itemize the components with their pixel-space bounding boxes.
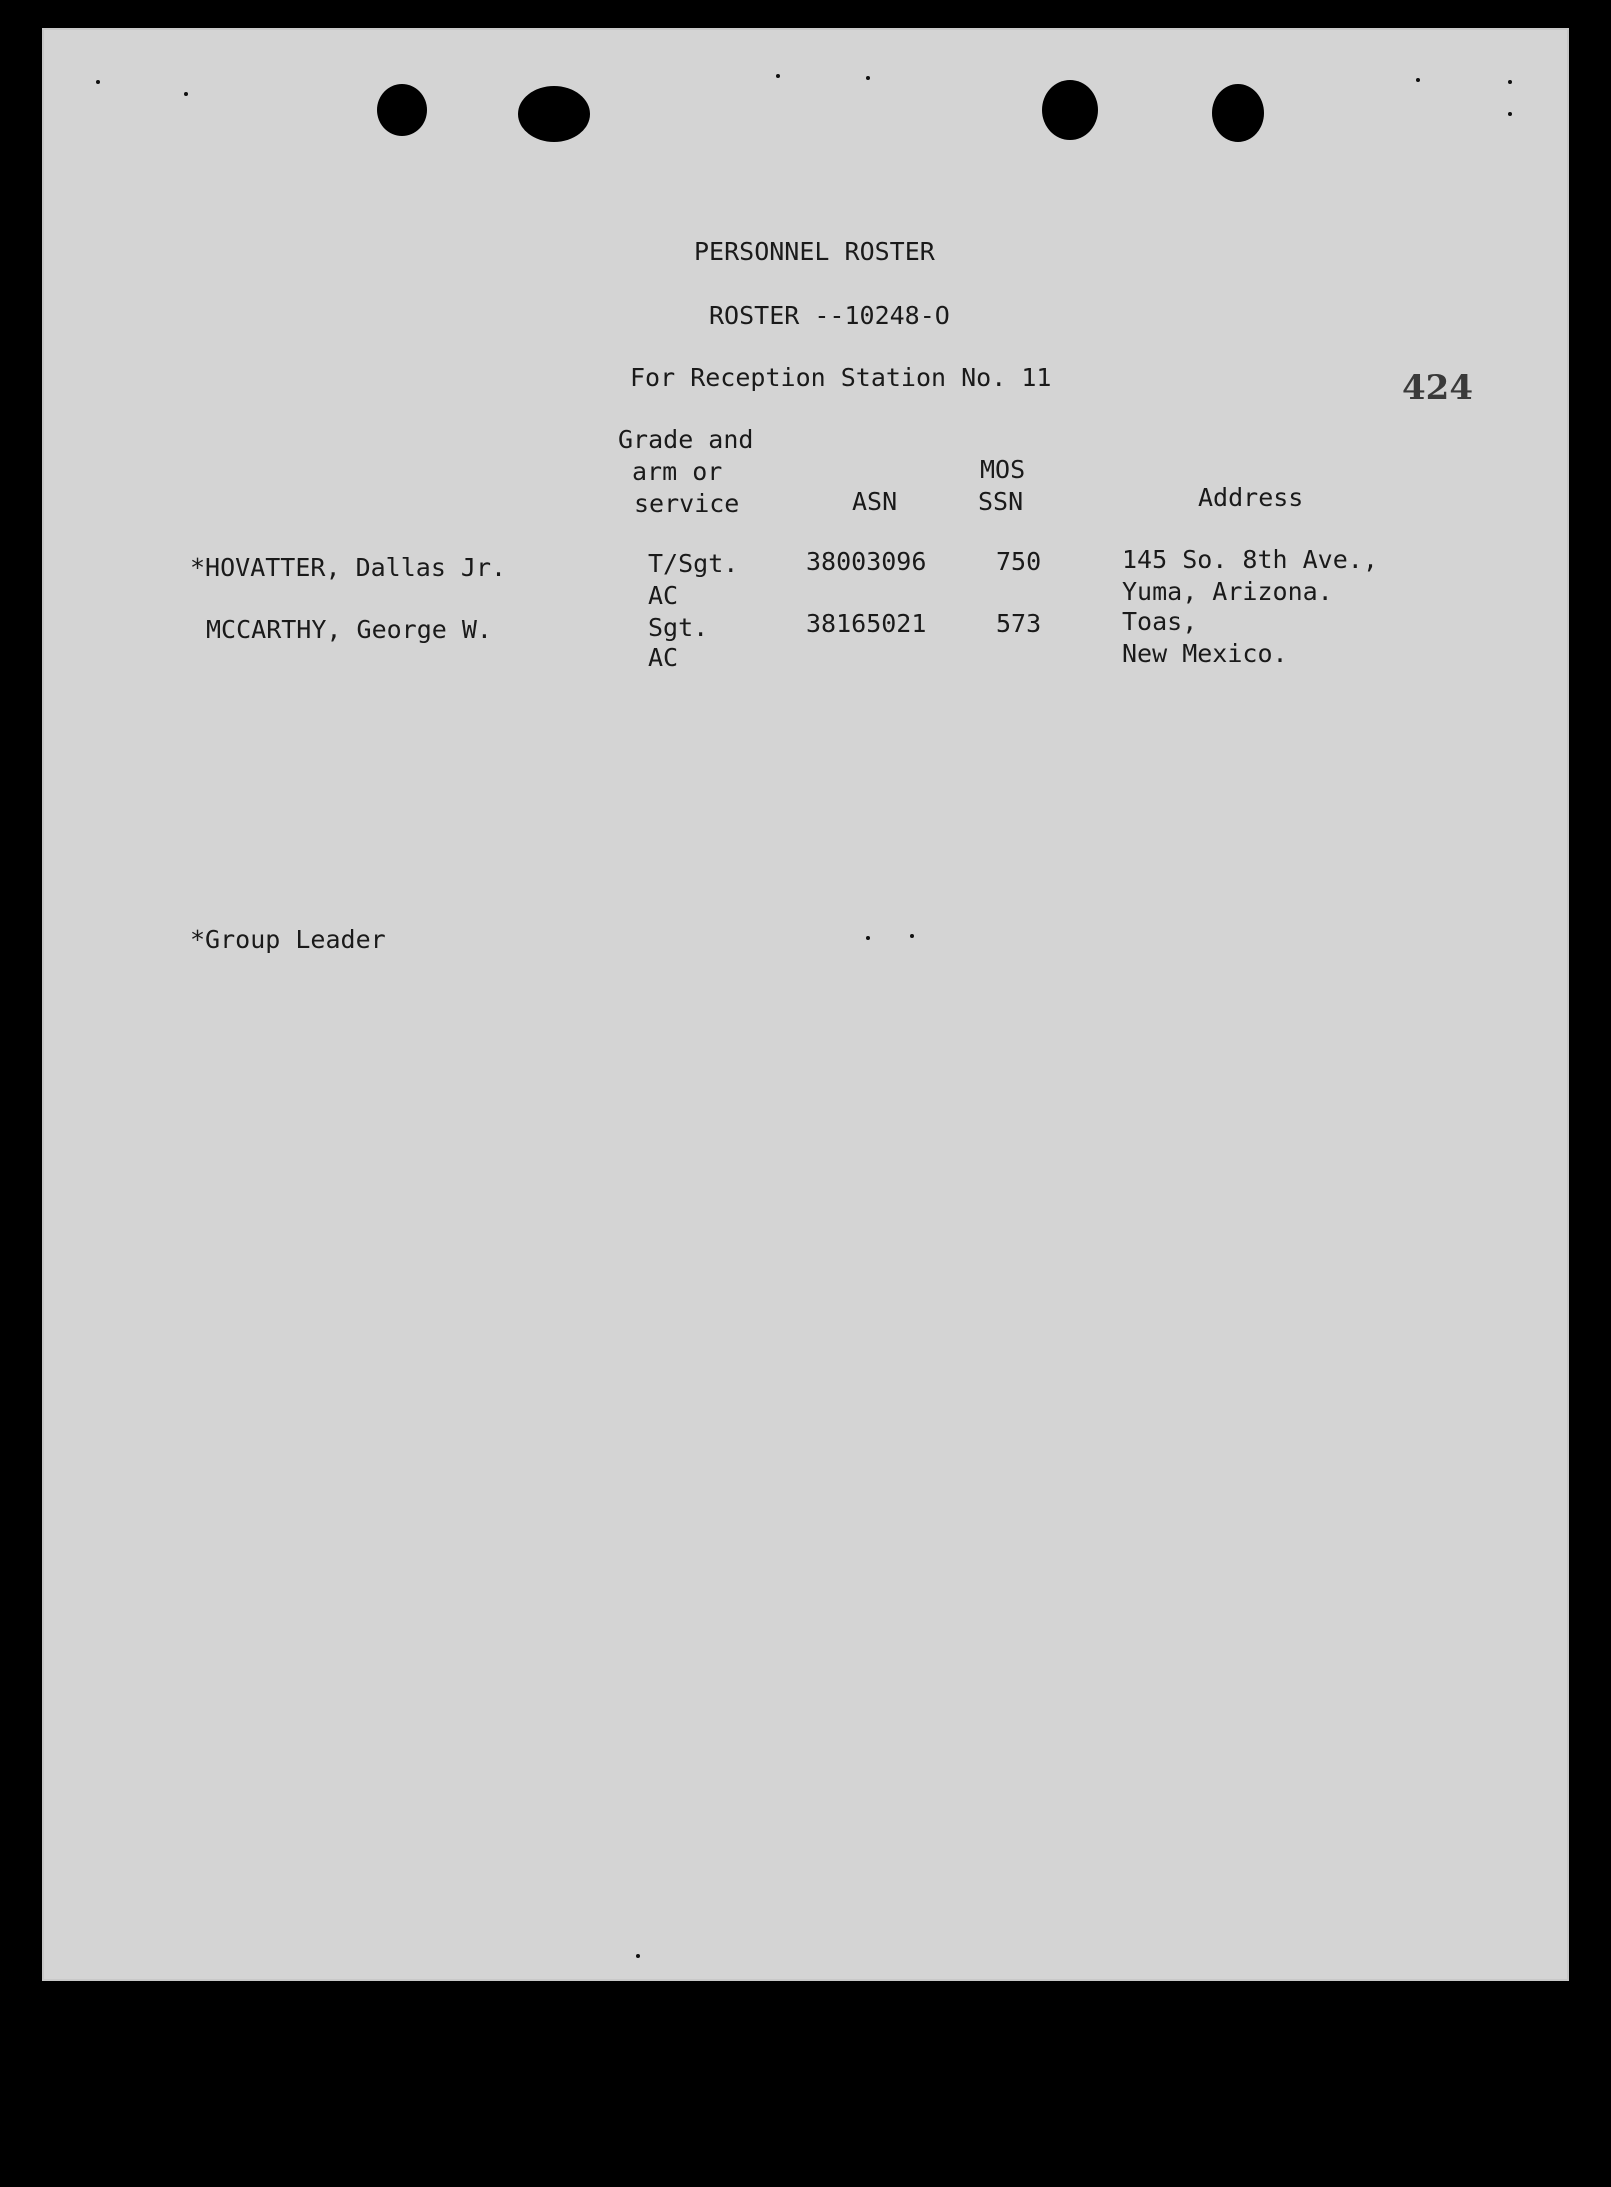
speck [910, 934, 914, 938]
speck [776, 74, 780, 78]
header-grade-line2: arm or [632, 457, 723, 486]
speck [1508, 112, 1512, 116]
row-2-mos: 573 [996, 609, 1042, 638]
punch-hole [1042, 80, 1098, 140]
header-ssn: SSN [978, 487, 1024, 516]
roster-id: ROSTER --10248-O [709, 301, 950, 330]
row-2-asn: 38165021 [806, 609, 927, 638]
header-address: Address [1198, 483, 1304, 512]
document-subtitle: For Reception Station No. 11 [630, 363, 1052, 392]
row-2-address-line2: New Mexico. [1122, 639, 1288, 668]
punch-hole [518, 86, 590, 142]
row-1-name: *HOVATTER, Dallas Jr. [190, 553, 507, 582]
row-1-address-line2: Yuma, Arizona. [1122, 577, 1333, 606]
row-1-grade: T/Sgt. [648, 549, 739, 578]
row-1-asn: 38003096 [806, 547, 927, 576]
header-grade-line1: Grade and [618, 425, 754, 454]
header-grade-line3: service [634, 489, 740, 518]
speck [184, 92, 188, 96]
speck [636, 1954, 640, 1958]
row-1-address-line1: 145 So. 8th Ave., [1122, 545, 1378, 574]
row-1-mos: 750 [996, 547, 1042, 576]
speck [1508, 80, 1512, 84]
speck [866, 76, 870, 80]
punch-hole [377, 84, 427, 136]
header-mos: MOS [980, 455, 1026, 484]
speck [866, 936, 870, 940]
row-1-arm: AC [648, 581, 679, 610]
row-2-grade: Sgt. [648, 613, 709, 642]
row-2-address-line1: Toas, [1122, 607, 1198, 636]
footnote: *Group Leader [190, 925, 386, 954]
header-asn: ASN [852, 487, 898, 516]
speck [96, 80, 100, 84]
speck [1416, 78, 1420, 82]
page-number: 424 [1402, 368, 1473, 408]
punch-hole [1212, 84, 1264, 142]
row-2-arm: AC [648, 643, 679, 672]
document-title: PERSONNEL ROSTER [694, 237, 935, 266]
row-2-name: MCCARTHY, George W. [206, 615, 492, 644]
